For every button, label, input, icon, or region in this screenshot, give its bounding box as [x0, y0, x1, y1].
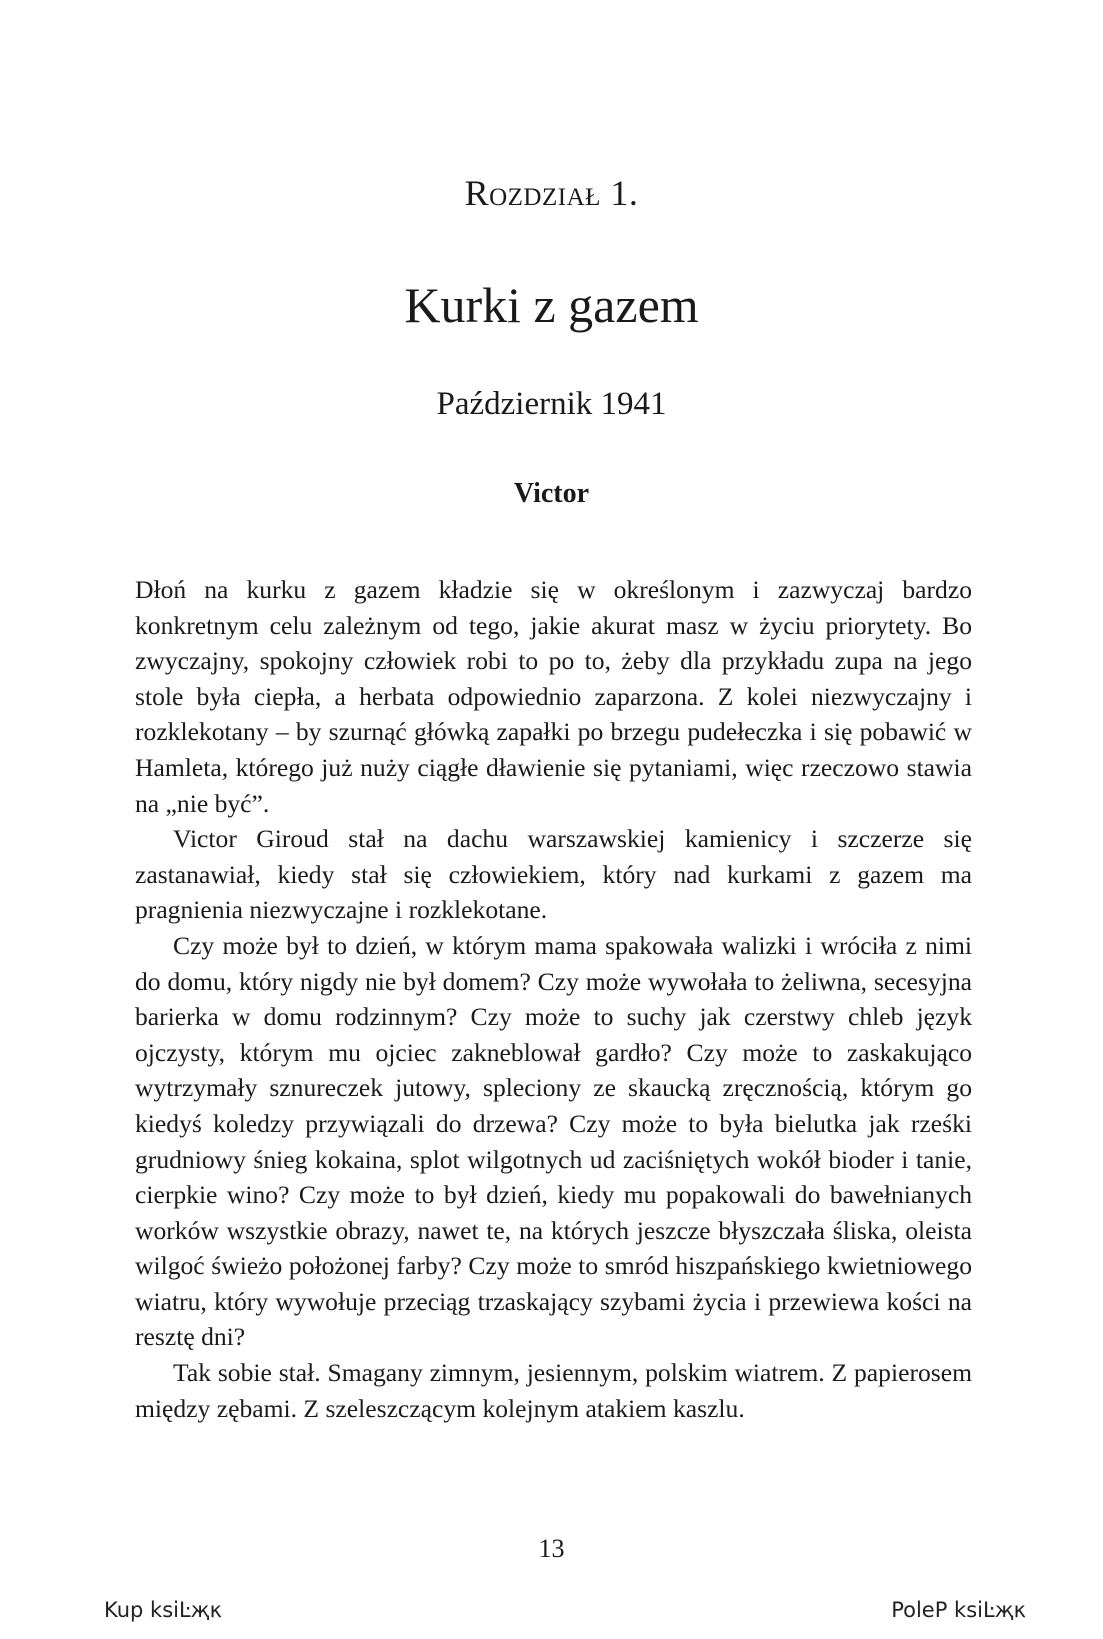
chapter-label: Rozdział 1. [464, 173, 639, 213]
paragraph: Dłoń na kurku z gazem kładzie się w określonym i zazwyczaj bardzo konkretnym celu zależnym od tego, jakie akurat masz w życiu priorytety. Bo zwyczajny, spokojny człowiek robi to po to, żeby dla przykładu zupa na jego stole była ciepła, a herbata odpowiednio zaparzona. Z kolei niezwyczajny i rozklekotany – by szurnąć główką zapałki po brzegu pudełeczka i się pobawić w Hamleta, którego już nuży ciągłe dławienie się pytaniami, więc rzeczowo stawia na „nie być”. [135, 575, 972, 818]
page-number: 13 [538, 1534, 565, 1563]
paragraph: Tak sobie stał. Smagany zimnym, jesiennym, polskim wiatrem. Z papierosem między zębami. Z szeleszczącym kolejnym atakiem kaszlu. [135, 1358, 972, 1423]
paragraph: Victor Giroud stał na dachu warszawskiej kamienicy i szczerze się zastanawiał, kiedy stał się człowiekiem, który nad kurkami z gazem ma pragnienia niezwyczajne i rozklekotane. [135, 824, 972, 925]
paragraph: Czy może był to dzień, w którym mama spakowała walizki i wróciła z nimi do domu, który nigdy nie był domem? Czy może wywołała to żeliwna, secesyjna barierka w domu rodzinnym? Czy może to suchy jak czerstwy chleb język ojczysty, którym mu ojciec zakneblował gardło? Czy może to zaskakująco wytrzymały sznureczek jutowy, spleciony ze skaucką zręcznością, którym go kiedyś koledzy przywiązali do drzewa? Czy może to była bielutka jak rześki grudniowy śnieg kokaina, splot wilgotnych ud zaciśniętych wokół bioder i tanie, cierpkie wino? Czy może to był dzień, kiedy mu popakowali do bawełnianych worków wszystkie obrazy, nawet te, na których jeszcze błyszczała śliska, oleista wilgoć świeżo położonej farby? Czy może to smród hiszpańskiego kwietniowego wiatru, który wywołuje przeciąg trzaskający szybami życia i przewiewa kości na resztę dni? [135, 930, 972, 1352]
chapter-body [135, 572, 972, 1426]
chapter-date: Październik 1941 [436, 386, 667, 422]
narrator-heading: Victor [513, 478, 590, 509]
buy-book-link[interactable]: Kup ksiĿҗκ [104, 1598, 222, 1622]
recommend-book-link[interactable]: PoleP ksiĿҗκ [891, 1598, 1026, 1622]
chapter-title: Kurki z gazem [404, 277, 699, 333]
